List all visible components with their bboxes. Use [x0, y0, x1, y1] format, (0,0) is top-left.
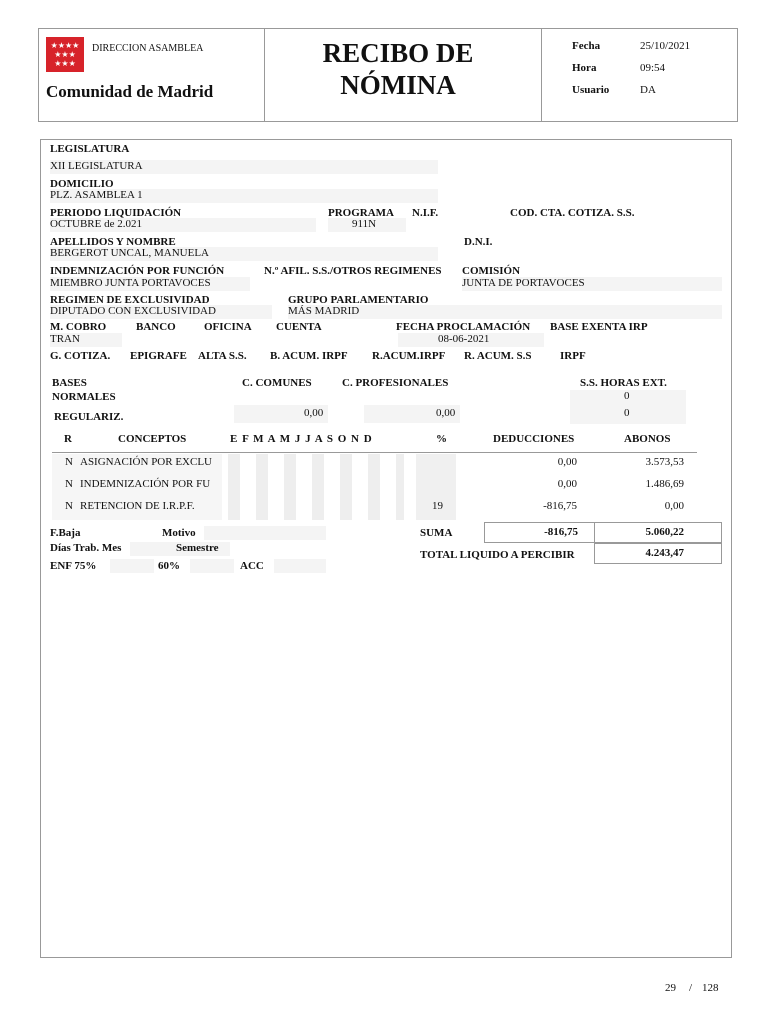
community-name: Comunidad de Madrid: [46, 82, 214, 101]
row-r: N: [65, 456, 73, 468]
bases-label: BASES: [52, 377, 87, 389]
baseexenta-label: BASE EXENTA IRP: [550, 321, 648, 333]
row-abonos: 1.486,69: [645, 478, 684, 490]
month-col-shade: [284, 454, 296, 520]
page-title: [300, 37, 496, 101]
row-concepto: RETENCION DE I.R.P.F.: [80, 500, 195, 512]
irpf-label: IRPF: [560, 350, 586, 362]
row-abonos: 0,00: [664, 500, 684, 512]
page-current: 29: [665, 982, 676, 994]
mcobro-value: TRAN: [50, 333, 80, 345]
cprof-label: C. PROFESIONALES: [342, 377, 449, 389]
title-line-1: RECIBO DE: [322, 38, 474, 68]
row-deducciones: -816,75: [543, 500, 577, 512]
fechaproc-value: 08-06-2021: [438, 333, 490, 345]
suma-divider: [594, 522, 595, 543]
horas-label: S.S. HORAS EXT.: [580, 377, 667, 389]
acc-label: ACC: [240, 560, 264, 572]
col-pct-header: %: [436, 433, 447, 445]
enf-label: ENF 75%: [50, 560, 97, 572]
month-col-shade: [368, 454, 380, 520]
horas-value-2: 0: [624, 407, 630, 419]
ccomunes-label: C. COMUNES: [242, 377, 312, 389]
normales-label: NORMALES: [52, 391, 116, 403]
cuenta-label: CUENTA: [276, 321, 322, 333]
fbaja-label: F.Baja: [50, 527, 81, 539]
suma-deducciones: -816,75: [544, 526, 578, 538]
suma-abonos: 5.060,22: [645, 526, 684, 538]
afil-label: N.º AFIL. S.S./OTROS REGIMENES: [264, 265, 442, 277]
col-deducciones-header: DEDUCCIONES: [493, 433, 575, 445]
suma-label: SUMA: [420, 527, 453, 539]
sesenta-field: [190, 559, 234, 573]
row-abonos: 3.573,53: [645, 456, 684, 468]
table-header-rule: [52, 452, 697, 453]
epigrafe-label: EPIGRAFE: [130, 350, 187, 362]
header-divider-right: [541, 28, 542, 122]
col-months-header: E F M A M J J A S O N D: [230, 433, 373, 445]
month-col-shade: [312, 454, 324, 520]
nif-label: N.I.F.: [412, 207, 439, 219]
month-col-shade: [228, 454, 240, 520]
fechaproc-label: FECHA PROCLAMACIÓN: [396, 321, 531, 333]
page-separator: /: [689, 982, 693, 994]
total-label: TOTAL LIQUIDO A PERCIBIR: [420, 549, 575, 561]
row-r: N: [65, 500, 73, 512]
comision-label: COMISIÓN: [462, 265, 521, 277]
madrid-flag-stars-icon: ★★★★ ★★★ ★★★: [46, 37, 84, 72]
row-deducciones: 0,00: [557, 456, 577, 468]
motivo-label: Motivo: [162, 527, 196, 539]
hora-label: Hora: [572, 62, 597, 74]
ccomunes-value: 0,00: [304, 407, 324, 419]
codcta-label: COD. CTA. COTIZA. S.S.: [510, 207, 635, 219]
apellidos-value: BERGEROT UNCAL, MANUELA: [50, 247, 209, 259]
programa-label: PROGRAMA: [328, 207, 394, 219]
indemnizacion-label: INDEMNIZACIÓN POR FUNCIÓN: [50, 265, 225, 277]
legislatura-value: XII LEGISLATURA: [50, 160, 143, 172]
regimen-value: DIPUTADO CON EXCLUSIVIDAD: [50, 305, 216, 317]
motivo-field: [204, 526, 326, 540]
indemnizacion-value: MIEMBRO JUNTA PORTAVOCES: [50, 277, 211, 289]
month-col-shade: [256, 454, 268, 520]
mcobro-label: M. COBRO: [50, 321, 107, 333]
fecha-value: 25/10/2021: [640, 40, 691, 52]
col-conceptos-header: CONCEPTOS: [118, 433, 187, 445]
regimen-label: REGIMEN DE EXCLUSIVIDAD: [50, 294, 210, 306]
alta-label: ALTA S.S.: [198, 350, 247, 362]
row-concepto: INDEMNIZACIÓN POR FU: [80, 478, 211, 490]
fecha-label: Fecha: [572, 40, 601, 52]
enf-field: [110, 559, 154, 573]
racumirpf-label: R.ACUM.IRPF: [372, 350, 446, 362]
banco-label: BANCO: [136, 321, 176, 333]
dni-label: D.N.I.: [464, 236, 493, 248]
row-concepto: ASIGNACIÓN POR EXCLU: [80, 456, 213, 468]
org-name: DIRECCION ASAMBLEA: [92, 43, 204, 54]
usuario-label: Usuario: [572, 84, 610, 96]
total-value: 4.243,47: [645, 547, 684, 559]
grupo-label: GRUPO PARLAMENTARIO: [288, 294, 429, 306]
row-deducciones: 0,00: [557, 478, 577, 490]
hora-value: 09:54: [640, 62, 666, 74]
programa-value: 911N: [352, 218, 377, 230]
col-r-header: R: [64, 433, 72, 445]
month-col-shade: [340, 454, 352, 520]
periodo-label: PERIODO LIQUIDACIÓN: [50, 207, 182, 219]
oficina-label: OFICINA: [204, 321, 252, 333]
comision-value: JUNTA DE PORTAVOCES: [462, 277, 585, 289]
gcotiza-label: G. COTIZA.: [50, 350, 111, 362]
usuario-value: DA: [640, 84, 656, 96]
horas-value-1: 0: [624, 390, 630, 402]
title-line-2: NÓMINA: [340, 70, 456, 100]
bacum-label: B. ACUM. IRPF: [270, 350, 348, 362]
dias-label: Días Trab. Mes: [50, 542, 122, 554]
header-divider-left: [264, 28, 265, 122]
acc-field: [274, 559, 326, 573]
row-pct: 19: [432, 500, 443, 512]
page-total: 128: [702, 982, 719, 994]
apellidos-label: APELLIDOS Y NOMBRE: [50, 236, 176, 248]
sesenta-label: 60%: [158, 560, 180, 572]
domicilio-label: DOMICILIO: [50, 178, 114, 190]
legislatura-label: LEGISLATURA: [50, 143, 130, 155]
semestre-label: Semestre: [176, 542, 219, 554]
racumss-label: R. ACUM. S.S: [464, 350, 532, 362]
col-abonos-header: ABONOS: [624, 433, 671, 445]
row-r: N: [65, 478, 73, 490]
periodo-value: OCTUBRE de 2.021: [50, 218, 142, 230]
cprof-value: 0,00: [436, 407, 456, 419]
regulariz-label: REGULARIZ.: [54, 411, 124, 423]
month-col-shade: [396, 454, 404, 520]
grupo-value: MÁS MADRID: [288, 305, 360, 317]
domicilio-value: PLZ. ASAMBLEA 1: [50, 189, 143, 201]
